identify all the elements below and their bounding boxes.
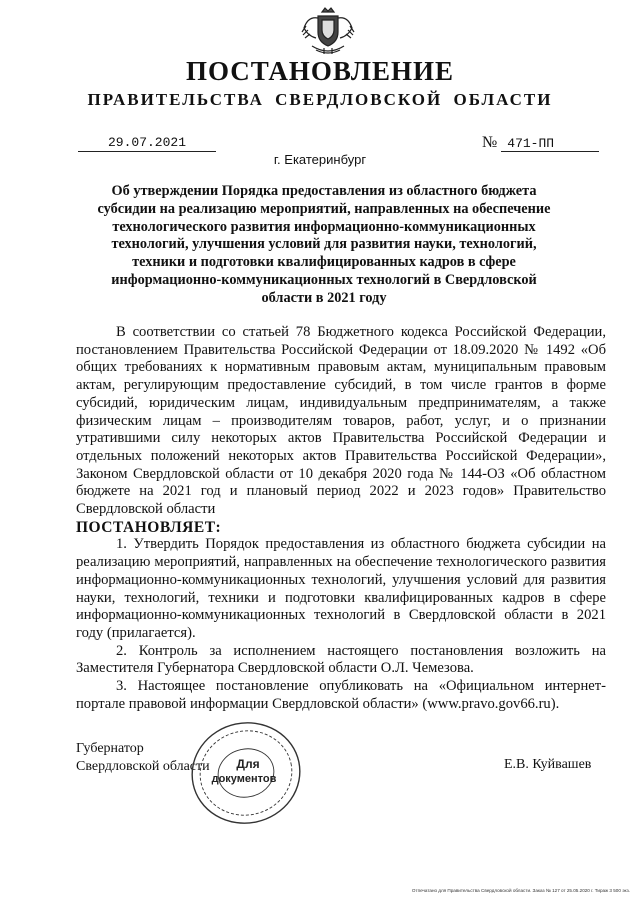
print-info-footer: Отпечатано для Правительства Свердловской области. Заказ № 127 от 25.05.2020 г. Тираж 3 500 экз. bbox=[411, 888, 630, 893]
signatory-position-line1: Губернатор bbox=[76, 741, 144, 756]
stamp-text-line2: документов bbox=[211, 773, 277, 785]
coat-of-arms-emblem bbox=[298, 6, 358, 58]
document-date: 29.07.2021 bbox=[78, 135, 216, 152]
decree-item-1: 1. Утвердить Порядок предоставления из областного бюджета субсидии на реализацию мероприятий, направленных на обеспечение технологического развития информационно-коммуникационных технологий, улучшения условий для развития науки, технологий, техники и подготовки квалифицированных кадров в сфере информационно-коммуникационных технологий в Свердловской области в 2021 году (прилагается). bbox=[76, 536, 606, 641]
document-type-heading: ПОСТАНОВЛЕНИЕ bbox=[185, 56, 455, 86]
city-line: г. Екатеринбург bbox=[273, 152, 367, 167]
document-title: Об утверждении Порядка предоставления из областного бюджета субсидии на реализацию мероприятий, направленных на обеспечение технологического развития информационно-коммуникационных технологий, улучшения условий для развития науки, технологий, техники и подготовки квалифицированных кадров в сфере информационно-коммуникационных технологий в Свердловской области в 2021 году bbox=[97, 183, 551, 306]
decree-word: ПОСТАНОВЛЯЕТ: bbox=[76, 518, 222, 536]
signatory-position-line2: Свердловской области bbox=[76, 759, 210, 774]
issuer-heading: ПРАВИТЕЛЬСТВА СВЕРДЛОВСКОЙ ОБЛАСТИ bbox=[87, 90, 553, 109]
document-body bbox=[76, 324, 606, 713]
official-seal-stamp bbox=[186, 718, 308, 828]
signatory-name: Е.В. Куйвашев bbox=[504, 757, 592, 772]
document-number: 471-ПП bbox=[501, 136, 599, 152]
stamp-text-line1: Для bbox=[236, 757, 260, 771]
preamble-paragraph: В соответствии со статьей 78 Бюджетного кодекса Российской Федерации, постановлением Правительства Российской Федерации от 18.09.2020 № 1492 «Об общих требованиях к нормативным правовым актам, муниципальным правовым актам, регулирующим предоставление субсидий, в том числе грантов в форме субсидий, юридическим лицам, индивидуальным предпринимателям, а также физическим лицам – производителям товаров, работ, услуг, и о признании утратившими силу некоторых актов Правительства Российской Федерации и отдельных положений некоторых актов Правительства Российской Федерации», Законом Свердловской области от 10 декабря 2020 года № 144-ОЗ «Об областном бюджете на 2021 год и плановый период 2022 и 2023 годов» Правительство Свердловской области bbox=[76, 324, 606, 518]
document-number-block bbox=[482, 134, 599, 152]
decree-item-2: 2. Контроль за исполнением настоящего постановления возложить на Заместителя Губернатора Свердловской области О.Л. Чемезова. bbox=[76, 642, 606, 677]
number-sign: № bbox=[482, 134, 498, 151]
decree-item-3: 3. Настоящее постановление опубликовать на «Официальном интернет-портале правовой информации Свердловской области» (www.pravo.gov66.ru). bbox=[76, 678, 606, 712]
